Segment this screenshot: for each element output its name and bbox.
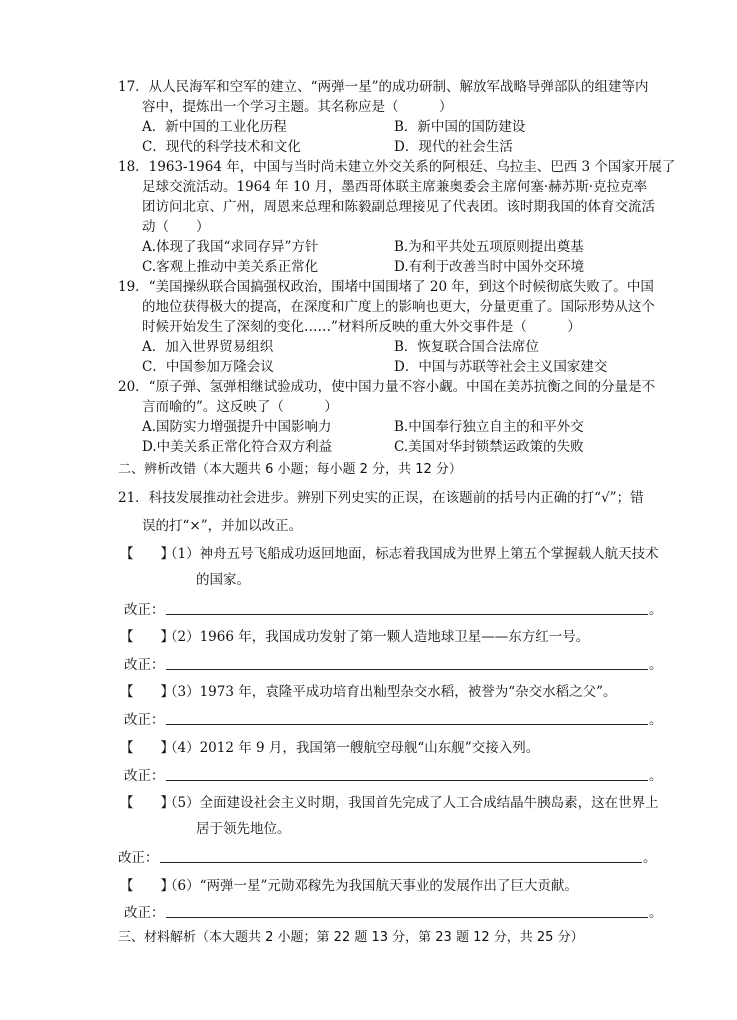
q21-item3-bracket[interactable]: 【 】: [120, 684, 174, 700]
q18-option-d: D.有利于改善当时中国外交环境: [394, 259, 585, 275]
q21-item4-text: （4）2012 年 9 月，我国第一艘航空母舰“山东舰”交接入列。: [164, 740, 540, 756]
q17-option-d: D．现代的社会生活: [394, 139, 513, 155]
q18-stem-line3: 团访问北京、广州，周恩来总理和陈毅副总理接见了代表团。该时期我国的体育交流活: [142, 199, 655, 215]
q19-stem-line2: 的地位获得极大的提高，在深度和广度上的影响也更大，分量更重了。国际形势从这个: [142, 299, 655, 315]
q19-option-a: A．加入世界贸易组织: [142, 339, 274, 355]
q21-item3-correction-line[interactable]: [166, 724, 648, 725]
q21-item5-period: 。: [643, 850, 657, 866]
q21-item3-text: （3）1973 年，袁隆平成功培育出籼型杂交水稻，被誉为“杂交水稻之父”。: [164, 684, 617, 700]
q18-option-b: B.为和平共处五项原则提出奠基: [394, 239, 584, 255]
q21-item6-correction-line[interactable]: [166, 917, 648, 918]
q20-option-c: D.中美关系正常化符合双方利益: [142, 439, 333, 455]
q17-option-c: C．现代的科学技术和文化: [142, 139, 301, 155]
q18-option-a: A.体现了我国“求同存异”方针: [142, 239, 319, 255]
q21-item4-period: 。: [649, 768, 663, 784]
q21-item6-period: 。: [649, 905, 663, 921]
q21-item6-correction-label: 改正：: [124, 905, 165, 921]
q21-item1-text-line1: （1）神舟五号飞船成功返回地面，标志着我国成为世界上第五个掌握载人航天技术: [164, 546, 659, 562]
q17-option-b: B．新中国的国防建设: [394, 119, 526, 135]
q18-stem-line4: 动（ ）: [142, 219, 210, 235]
q19-stem-line1: 19．“美国操纵联合国搞强权政治，围堵中国围堵了 20 年，到这个时候彻底失败了。中国: [118, 279, 654, 295]
q19-option-b: B．恢复联合国合法席位: [394, 339, 539, 355]
q21-item2-correction-label: 改正：: [124, 657, 165, 673]
q20-option-d: C.美国对华封锁禁运政策的失败: [394, 439, 584, 455]
q21-item5-bracket[interactable]: 【 】: [120, 795, 174, 811]
q17-stem-line1: 17．从人民海军和空军的建立、“两弹一星”的成功研制、解放军战略导弹部队的组建等内: [118, 79, 649, 95]
q21-stem-line1: 21．科技发展推动社会进步。辨别下列史实的正误，在该题前的括号内正确的打“√”；错: [118, 490, 644, 506]
section3-title: 三、材料解析（本大题共 2 小题；第 22 题 13 分，第 23 题 12 分，共 25 分）: [118, 930, 584, 945]
q21-item2-period: 。: [649, 657, 663, 673]
q20-option-b: B.中国奉行独立自主的和平外交: [394, 419, 584, 435]
q21-item3-period: 。: [649, 712, 663, 728]
q21-item1-bracket[interactable]: 【 】: [120, 546, 174, 562]
q21-item5-correction-label: 改正：: [118, 850, 159, 866]
q21-item6-text: （6）“两弹一星”元勋邓稼先为我国航天事业的发展作出了巨大贡献。: [164, 878, 578, 894]
q20-stem-line2: 言而喻的”。这反映了（ ）: [142, 399, 338, 415]
q21-item1-text-line2: 的国家。: [196, 572, 250, 588]
q21-item1-correction-line[interactable]: [166, 614, 648, 615]
q21-item5-text-line1: （5）全面建设社会主义时期，我国首先完成了人工合成结晶牛胰岛素，这在世界上: [164, 795, 659, 811]
section2-title: 二、辨析改错（本大题共 6 小题；每小题 2 分，共 12 分）: [118, 462, 462, 477]
q20-stem-line1: 20．“原子弹、氢弹相继试验成功，使中国力量不容小觑。中国在美苏抗衡之间的分量是不: [118, 379, 656, 395]
q18-stem-line1: 18．1963-1964 年，中国与当时尚未建立外交关系的阿根廷、乌拉圭、巴西 3 个国家开展了: [118, 159, 676, 175]
q21-item4-correction-line[interactable]: [166, 780, 648, 781]
q21-item6-bracket[interactable]: 【 】: [120, 878, 174, 894]
q19-option-d: D．中国与苏联等社会主义国家建交: [394, 359, 608, 375]
q21-item5-correction-line[interactable]: [160, 862, 642, 863]
q21-item2-bracket[interactable]: 【 】: [120, 629, 174, 645]
q21-item2-text: （2）1966 年，我国成功发射了第一颗人造地球卫星——东方红一号。: [164, 629, 590, 645]
q21-item3-correction-label: 改正：: [124, 712, 165, 728]
q17-stem-line2: 容中，提炼出一个学习主题。其名称应是（ ）: [142, 99, 453, 115]
q20-option-a: A.国防实力增强提升中国影响力: [142, 419, 332, 435]
q21-item1-period: 。: [649, 602, 663, 618]
q18-option-c: C.客观上推动中美关系正常化: [142, 259, 319, 275]
q21-item4-correction-label: 改正：: [124, 768, 165, 784]
q18-stem-line2: 足球交流活动。1964 年 10 月，墨西哥体联主席兼奥委会主席何塞·赫苏斯·克拉克率: [142, 179, 647, 195]
q21-stem-line2: 误的打“×”，并加以改正。: [142, 518, 303, 534]
q17-option-a: A．新中国的工业化历程: [142, 119, 287, 135]
q21-item2-correction-line[interactable]: [166, 669, 648, 670]
q21-item5-text-line2: 居于领先地位。: [196, 821, 291, 837]
q19-stem-line3: 时候开始发生了深刻的变化……”材料所反映的重大外交事件是（ ）: [142, 319, 581, 335]
q21-item4-bracket[interactable]: 【 】: [120, 740, 174, 756]
q19-option-c: C．中国参加万隆会议: [142, 359, 274, 375]
q21-item1-correction-label: 改正：: [124, 602, 165, 618]
